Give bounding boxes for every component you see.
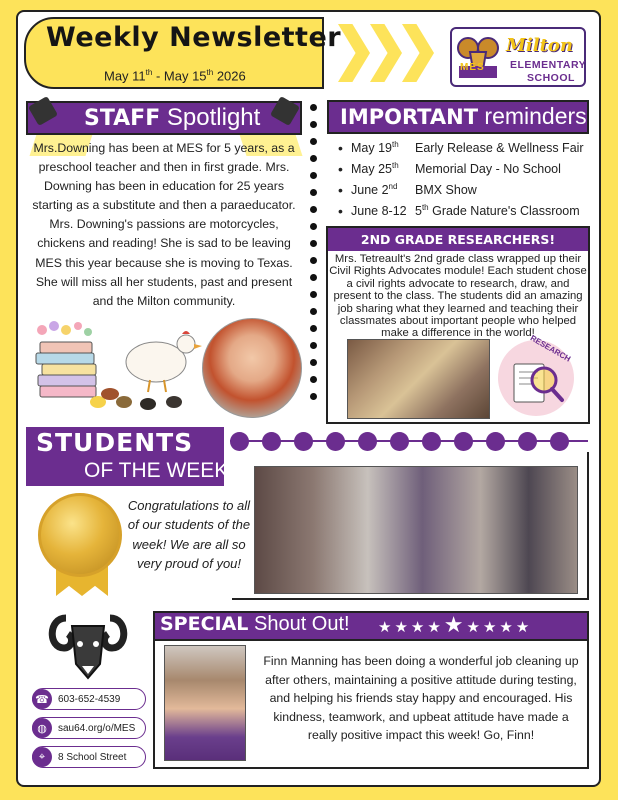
reminder-event-grade: 5	[415, 204, 422, 219]
website-link[interactable]	[32, 717, 146, 739]
book-stack-icon	[36, 342, 96, 397]
reminder-date: May 25	[351, 162, 392, 177]
dotted-divider	[310, 104, 318, 410]
chicken-icon	[126, 331, 202, 392]
students-week-photo	[254, 466, 578, 594]
flower-icon	[37, 321, 92, 336]
staff-photo	[202, 318, 302, 418]
logo-line-1: ELEMENTARY	[510, 59, 587, 71]
staff-heading-bold: STAFF	[84, 106, 161, 131]
reminder-event-sup: th	[421, 203, 429, 212]
newsletter-dates	[104, 68, 246, 83]
date-start: May 11	[104, 68, 146, 84]
shout-out-heading-rest: Shout Out!	[248, 613, 350, 635]
reminders-heading-bold: IMPORTANT	[340, 105, 479, 129]
books-chickens-illustration	[28, 318, 204, 418]
list-item	[336, 140, 592, 161]
reminders-heading-rest: reminders	[478, 103, 587, 129]
gold-medal-icon	[38, 493, 122, 577]
reminder-event: Memorial Day - No School	[415, 162, 561, 177]
website-url: sau64.org/o/MES	[58, 722, 136, 734]
address-contact	[32, 746, 146, 768]
reminders-list	[336, 140, 592, 224]
list-item	[336, 182, 592, 203]
reminder-date: May 19	[351, 141, 392, 156]
research-badge	[498, 333, 574, 416]
ram-mascot-icon	[46, 608, 130, 684]
researchers-heading: 2ND GRADE RESEARCHERS!	[360, 232, 556, 247]
purple-dot-divider	[230, 430, 582, 452]
shout-out-heading-bold: SPECIAL	[160, 613, 249, 635]
staff-spotlight-heading	[84, 104, 260, 132]
globe-icon: ◍	[32, 718, 52, 738]
date-separator: -	[152, 68, 164, 84]
student-photo	[164, 645, 246, 761]
logo-monogram: MES	[460, 62, 485, 73]
logo-line-2: SCHOOL	[527, 72, 575, 84]
location-pin-icon: ⌖	[32, 747, 52, 767]
students-week-text: Congratulations to all of our students of the week! We are all so very proud of you!	[127, 498, 251, 572]
reminder-event: Grade Nature's Classroom	[428, 204, 580, 219]
date-end: May 15	[163, 68, 207, 84]
students-week-subheading: OF THE WEEK	[84, 459, 229, 482]
reminder-date-sup: th	[392, 140, 399, 149]
ram-mascot-icon	[456, 34, 500, 80]
staff-heading-rest: Spotlight	[160, 104, 261, 131]
class-photo	[347, 339, 490, 419]
reminder-date-sup: th	[392, 161, 399, 170]
reminders-heading	[340, 103, 587, 130]
reminder-date-sup: nd	[388, 182, 398, 191]
researchers-text: Mrs. Tetreault's 2nd grade class wrapped up their Civil Rights Advocates module! Each student chose a civil rights advocate to research, draw, and present to the class. The students did an amazing job sharing what they learned and teaching their classmates about important people who helped make a difference in the world!	[329, 253, 587, 340]
chick-icon	[90, 388, 182, 410]
shout-out-text: Finn Manning has been doing a wonderful job cleaning up after others, maintaining a positive attitude during testing, and helping his friends stay happy and encouraged. His kindness, teamwork, and upbeat attitude have made a really positive impact this week! Go, Finn!	[263, 654, 579, 742]
students-week-heading: STUDENTS	[36, 428, 194, 457]
reminder-event: Early Release & Wellness Fair	[415, 141, 584, 156]
star-row-icon: ★★★★★★★★★	[378, 612, 533, 637]
staff-spotlight-text: Mrs.Downing has been at MES for 5 years, as a preschool teacher and then in first grade. Mrs. Downing has been in education for 25 years starting as a substitute and then a paraeducator. Mrs. Downing's passions are motorcycles, chickens and reading! She is sad to be leaving MES this year because she is moving to Texas. She will miss all her students, past and present and the Milton community.	[32, 141, 296, 308]
research-label: RESEARCH	[528, 333, 573, 364]
logo-name: Milton	[506, 35, 574, 56]
date-start-sup: th	[145, 68, 153, 77]
street-address: 8 School Street	[58, 751, 127, 763]
list-item	[336, 161, 592, 182]
date-end-sup: th	[206, 68, 214, 77]
newsletter-title: Weekly Newsletter	[46, 22, 342, 53]
phone-icon: ☎	[32, 689, 52, 709]
phone-contact[interactable]	[32, 688, 146, 710]
reminder-event: BMX Show	[415, 183, 477, 198]
reminder-date: June 8-12	[351, 204, 407, 219]
phone-number: 603-652-4539	[58, 693, 121, 705]
reminder-date: June 2	[351, 183, 389, 198]
list-item	[336, 203, 592, 224]
shout-out-heading	[160, 613, 350, 636]
school-logo	[450, 27, 586, 87]
date-year: 2026	[213, 68, 246, 84]
